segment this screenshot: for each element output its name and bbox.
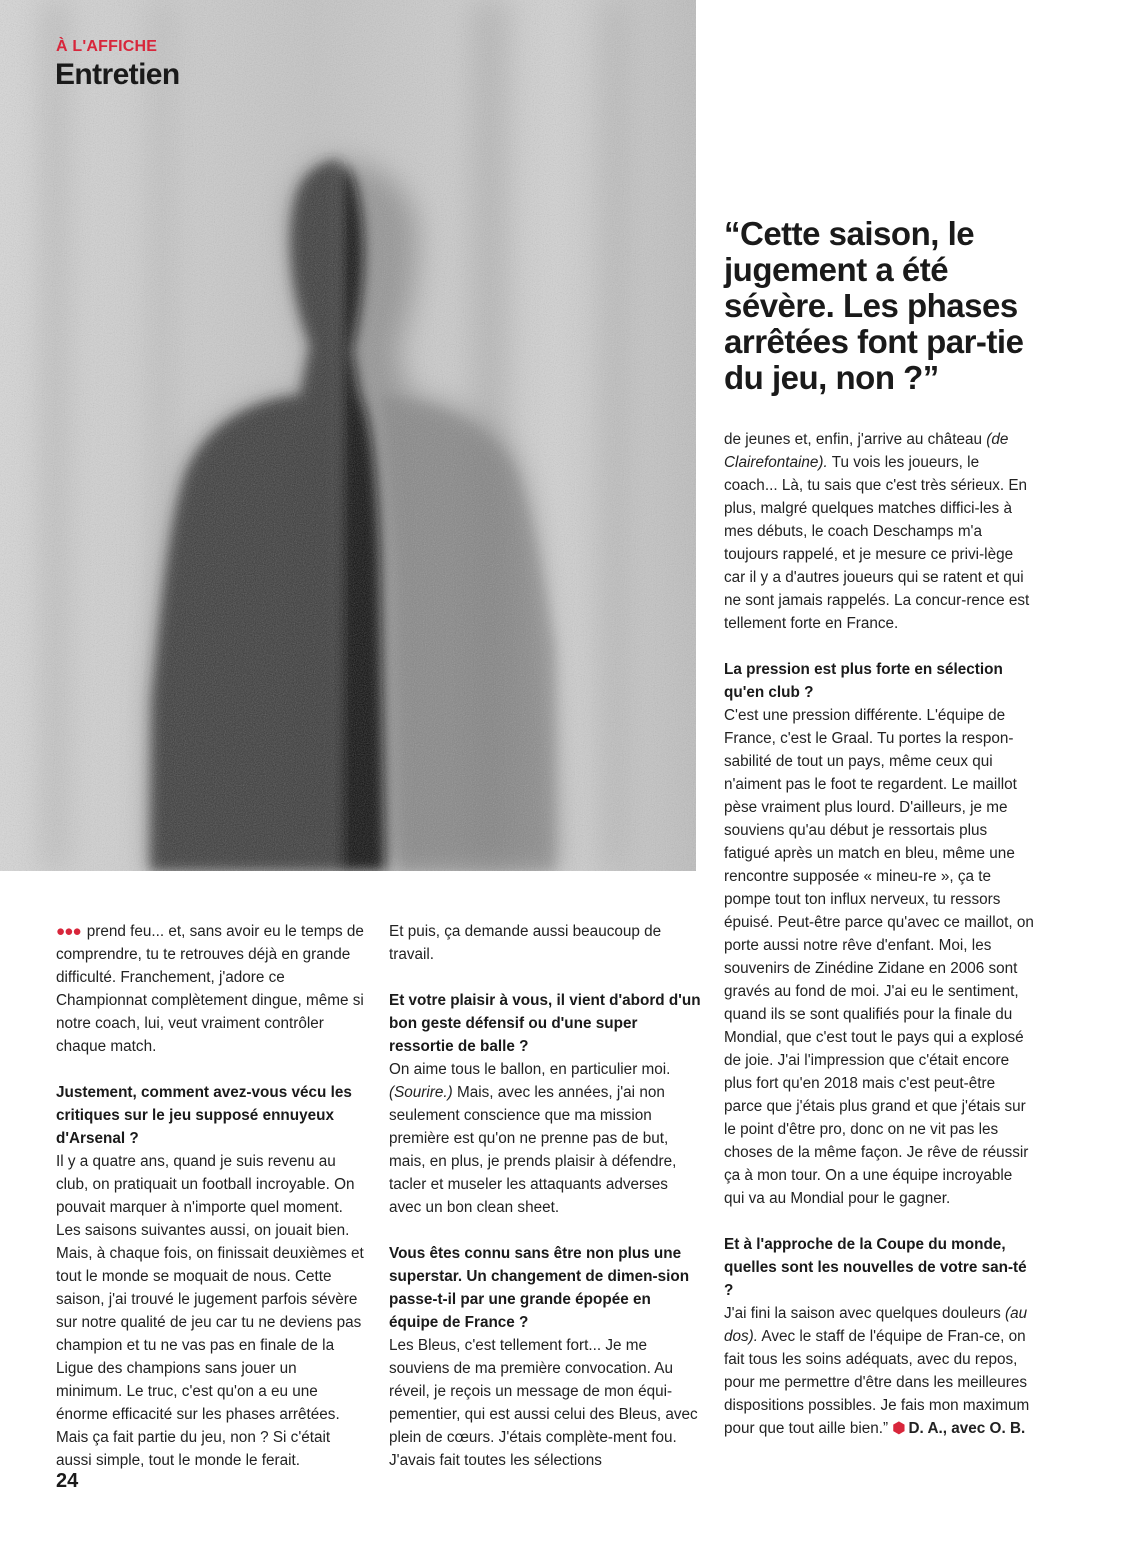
interview-question: La pression est plus forte en sélection qu'en club ? [724,661,1003,701]
pull-quote: “Cette saison, le jugement a été sévère. Les phases arrêtées font par-tie du jeu, non ?” [724,215,1024,396]
column-3 [724,428,1034,1440]
interview-answer: Il y a quatre ans, quand je suis revenu au club, on pratiquait un football incroyable. On pouvait marquer à n'importe quel moment. Les saisons suivantes aussi, on jouait bien. Mais, à chaque fois, on finissait deuxièmes et tout le monde se moquait de nous. Cette saison, j'ai trouvé le jugement parfois sévère sur notre qualité de jeu car tu ne deviens pas champion et tu ne vas pas en finale de la Ligue des champions sans jouer un minimum. Le truc, c'est qu'on a eu une énorme efficacité sur les phases arrêtées. Mais ça fait partie du jeu, non ? Si c'était aussi simple, tout le monde le ferait. [56,1153,364,1469]
silhouette-icon [0,0,696,871]
page-number: 24 [56,1470,79,1492]
interview-question: Vous êtes connu sans être non plus une superstar. Un changement de dimen-sion passe-t-il par une grande épopée en équipe de France ? [389,1245,690,1331]
interview-answer: Les Bleus, c'est tellement fort... Je me souviens de ma première convocation. Au réveil, je reçois un message de mon équi-pementier, qui est aussi celui des Bleus, avec plein de cœurs. J'étais complète-ment fou. J'avais fait toutes les sélections [389,1337,698,1469]
interview-answer: On aime tous le ballon, en particulier moi. (Sourire.) Mais, avec les années, j'ai non seulement conscience que ma mission première est qu'on ne prenne pas de but, mais, en plus, je prends plaisir à défendre, tacler et museler les attaquants adverses avec un bon clean sheet. [389,1061,677,1216]
portrait-photo [0,0,696,871]
interview-question: Et votre plaisir à vous, il vient d'abord d'un bon geste défensif ou d'une super ressortie de balle ? [389,992,701,1055]
author-signature: D. A., avec O. B. [908,1420,1026,1437]
interview-answer: C'est une pression différente. L'équipe de France, c'est le Graal. Tu portes la respon-sabilité de tout un pays, même ceux qui n'aiment pas le foot te regardent. Le maillot pèse vraiment plus lourd. D'ailleurs, je me souviens qu'au début je ressortais plus fatigué après un match en bleu, même une rencontre supposée « mineu-re », ça te pompe tout ton influx nerveux, tu ressors épuisé. Peut-être parce qu'avec ce maillot, on porte aussi notre rêve d'enfant. Moi, les souvenirs de Zinédine Zidane en 2006 sont gravés au fond de moi. J'ai eu le sentiment, quand ils se sont qualifiés pour la finale du Mondial, que c'est tout le pays qui a explosé de joie. J'ai l'impression que c'était encore plus fort qu'en 2018 mais c'est peut-être parce que j'étais plus grand et que j'étais sur le point d'être pro, donc on ne vit pas les choses de la même façon. Je rêve de réussir ça à mon tour. On a une équipe incroyable qui va au Mondial pour le gagner. [724,707,1034,1207]
rubric-kicker: À L'AFFICHE [56,38,158,55]
paragraph: ●●● prend feu... et, sans avoir eu le temps de comprendre, tu te retrouves déjà en grande difficulté. Franchement, j'adore ce Championnat complètement dingue, même si notre coach, lui, veut vraiment contrôler chaque match. [56,923,364,1055]
continuation-dots-icon: ●●● [56,923,81,940]
column-1 [56,920,366,1472]
interview-answer: J'ai fini la saison avec quelques douleurs (au dos). Avec le staff de l'équipe de Fran-ce, on fait tous les soins adéquats, avec du repos, pour me permettre d'être dans les meilleures dispositions possibles. Je fais mon maximum pour que tout aille bien.” ⬢ D. A., avec O. B. [724,1305,1030,1437]
interview-question: Et à l'approche de la Coupe du monde, quelles sont les nouvelles de votre san-té ? [724,1236,1027,1299]
stage-direction: (de Clairefontaine). [724,431,1009,471]
paragraph: Et puis, ça demande aussi beaucoup de travail. [389,923,662,963]
paragraph: de jeunes et, enfin, j'arrive au château (de Clairefontaine). Tu vois les joueurs, le coach... Là, tu sais que c'est très sérieux. En plus, malgré quelques matches diffici-les à mes débuts, le coach Deschamps m'a toujours rappelé, et je mesure ce privi-lège car il y a d'autres joueurs qui se ratent et qui ne sont jamais rappelés. La concur-rence est tellement forte en France. [724,431,1030,632]
hexagon-end-icon: ⬢ [892,1420,906,1437]
stage-direction: (au dos). [724,1305,1028,1345]
section-title: Entretien [55,58,180,91]
interview-question: Justement, comment avez-vous vécu les critiques sur le jeu supposé ennuyeux d'Arsenal ? [56,1084,352,1147]
column-2 [389,920,701,1472]
stage-direction: (Sourire.) [389,1084,453,1101]
